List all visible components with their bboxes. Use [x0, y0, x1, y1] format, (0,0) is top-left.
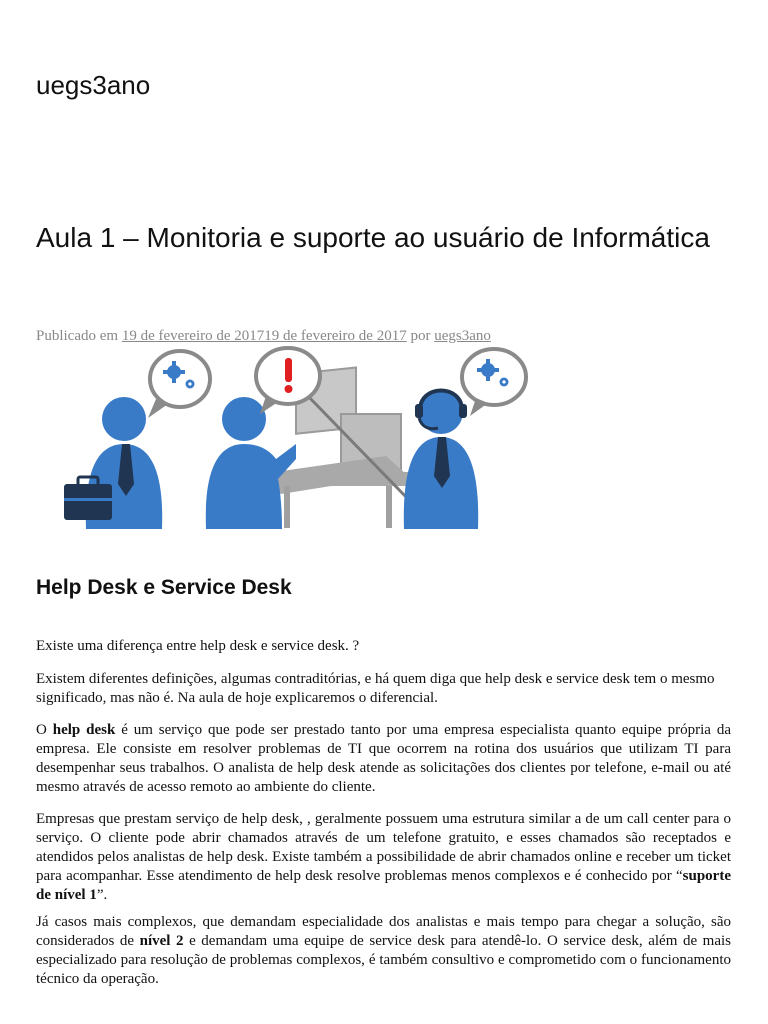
author-link[interactable]: uegs3ano	[434, 328, 491, 344]
paragraph-3	[36, 721, 731, 797]
exclamation-icon	[285, 358, 293, 393]
post-meta	[36, 328, 491, 345]
p3-bold: help desk	[52, 722, 116, 738]
post-title: Aula 1 – Monitoria e suporte ao usuário de Informática	[36, 222, 710, 253]
bubble-gear-right	[462, 349, 526, 416]
paragraph-4	[36, 810, 731, 905]
p3-text-after: é um serviço que pode ser prestado tanto por uma empresa especialista quanto equipe própria da empresa. Ele consiste em resolver problemas de TI que ocorrem na rotina dos usuários que utilizam TI para desempenhar seus trabalhos. O analista de help desk atende as solicitações dos clientes por telefone, e-mail ou até mesmo através de acesso remoto ao ambiente do cliente.	[36, 722, 731, 795]
by-text: por	[406, 328, 435, 344]
bubble-gear-left	[148, 351, 210, 418]
paragraph-2: Existem diferentes definições, algumas contraditórias, e há quem diga que help desk e service desk tem o mesmo significado, mas não é. Na aula de hoje explicaremos o diferencial.	[36, 671, 715, 706]
p4-text-after: ”.	[96, 887, 108, 903]
p4-text-before: Empresas que prestam serviço de help desk, , geralmente possuem uma estrutura similar a de um call center para o serviço. O cliente pode abrir chamados através de um telefone gratuito, e esses chamados são receptados e atendidos pelos analistas de help desk. Existe também a possibilidade de abrir chamados online e receber um ticket para acompanhar. Esse atendimento de help desk resolve problemas menos complexos e é conhecido por “	[36, 811, 731, 884]
p5-bold: nível 2	[139, 933, 184, 949]
paragraph-5	[36, 913, 731, 989]
p5-text-after: e demandam uma equipe de service desk para atendê-lo. O service desk, além de mais especializado para resolução de problemas complexos, é também consultivo e comprometido com o funcionamento técnico da operação.	[36, 933, 731, 987]
published-prefix: Publicado em	[36, 328, 122, 344]
p3-text-before: O	[36, 722, 53, 738]
user-figure	[206, 397, 296, 529]
paragraph-1: Existe uma diferença entre help desk e service desk. ?	[36, 638, 360, 654]
date-link[interactable]: 19 de fevereiro de 201719 de fevereiro de 2017	[121, 328, 407, 344]
site-title[interactable]: uegs3ano	[36, 70, 151, 100]
p4-bold: suporte de nível 1	[36, 868, 731, 903]
p5-text-before: Já casos mais complexos, que demandam especialidade dos analistas e mais tempo para chegar a solução, são considerados de	[36, 914, 731, 949]
analyst-figure	[404, 390, 478, 529]
help-desk-illustration	[56, 344, 536, 534]
section-heading: Help Desk e Service Desk	[36, 576, 292, 599]
client-figure	[64, 397, 162, 529]
